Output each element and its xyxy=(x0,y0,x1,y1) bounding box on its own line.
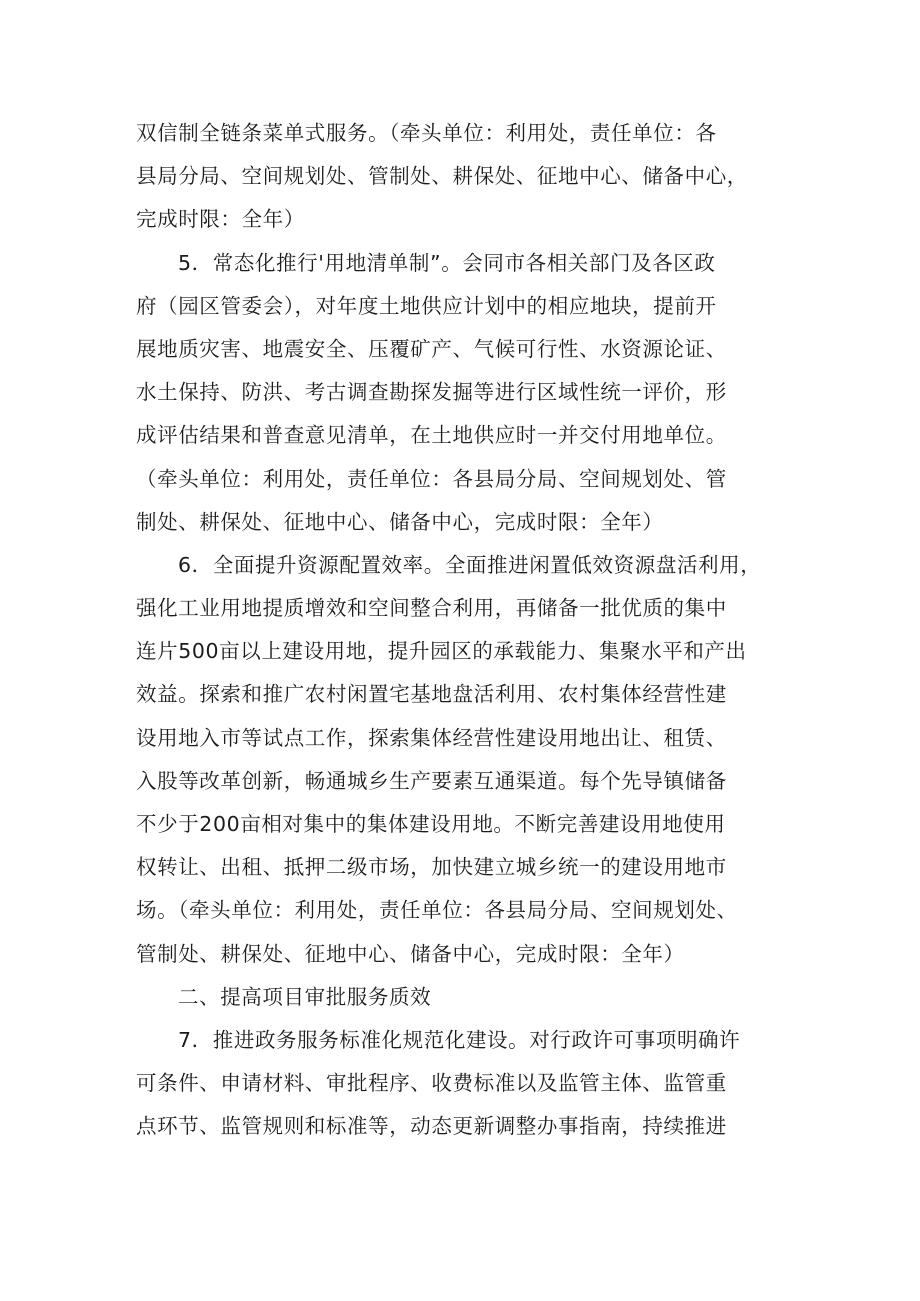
text-line: 5．常态化推行'用地清单制”。会同市各相关部门及各区政 xyxy=(178,250,716,275)
text-line: 7．推进政务服务标准化规范化建设。对行政许可事项明确许 xyxy=(178,1027,741,1052)
text-line: 可条件、申请材料、审批程序、收费标准以及监管主体、监管重 xyxy=(136,1071,727,1096)
text-line: 效益。探索和推广农村闲置宅基地盘活利用、农村集体经营性建 xyxy=(136,682,727,707)
text-line: 强化工业用地提质增效和空间整合利用，再储备一批优质的集中 xyxy=(136,596,727,621)
text-line: （牵头单位：利用处，责任单位：各县局分局、空间规划处、管 xyxy=(136,466,727,491)
text-line: 制处、耕保处、征地中心、储备中心，完成时限：全年） xyxy=(136,509,664,534)
text-line: 县局分局、空间规划处、管制处、耕保处、征地中心、储备中心， xyxy=(136,164,748,189)
text-line: 二、提高项目审批服务质效 xyxy=(178,984,432,1009)
text-line: 连片500亩以上建设用地，提升园区的承载能力、集聚水平和产出 xyxy=(136,639,747,664)
text-line: 场。（牵头单位：利用处，责任单位：各县局分局、空间规划处、 xyxy=(136,898,738,923)
text-line: 展地质灾害、地震安全、压覆矿产、气候可行性、水资源论证、 xyxy=(136,336,727,361)
text-line: 府（园区管委会），对年度土地供应计划中的相应地块，提前开 xyxy=(136,293,717,318)
text-line: 不少于200亩相对集中的集体建设用地。不断完善建设用地使用 xyxy=(136,812,726,836)
text-line: 管制处、耕保处、征地中心、储备中心，完成时限：全年） xyxy=(136,941,685,966)
text-line: 完成时限：全年） xyxy=(136,207,305,232)
text-line: 6．全面提升资源配置效率。全面推进闲置低效资源盘活利用， xyxy=(178,552,762,577)
text-line: 设用地入市等试点工作，探索集体经营性建设用地出让、租赁、 xyxy=(136,725,727,750)
text-line: 入股等改革创新，畅通城乡生产要素互通渠道。每个先导镇储备 xyxy=(136,768,727,793)
text-line: 权转让、出租、抵押二级市场，加快建立城乡统一的建设用地市 xyxy=(136,855,727,880)
text-line: 点环节、监管规则和标准等，动态更新调整办事指南，持续推进 xyxy=(136,1114,727,1139)
text-line: 水土保持、防洪、考古调查勘探发掘等进行区域性统一评价，形 xyxy=(136,380,727,405)
body-text xyxy=(136,112,788,1149)
text-line: 成评估结果和普查意见清单，在土地供应时一并交付用地单位。 xyxy=(136,423,727,448)
text-line: 双信制全链条菜单式服务。（牵头单位：利用处，责任单位：各 xyxy=(136,121,717,145)
